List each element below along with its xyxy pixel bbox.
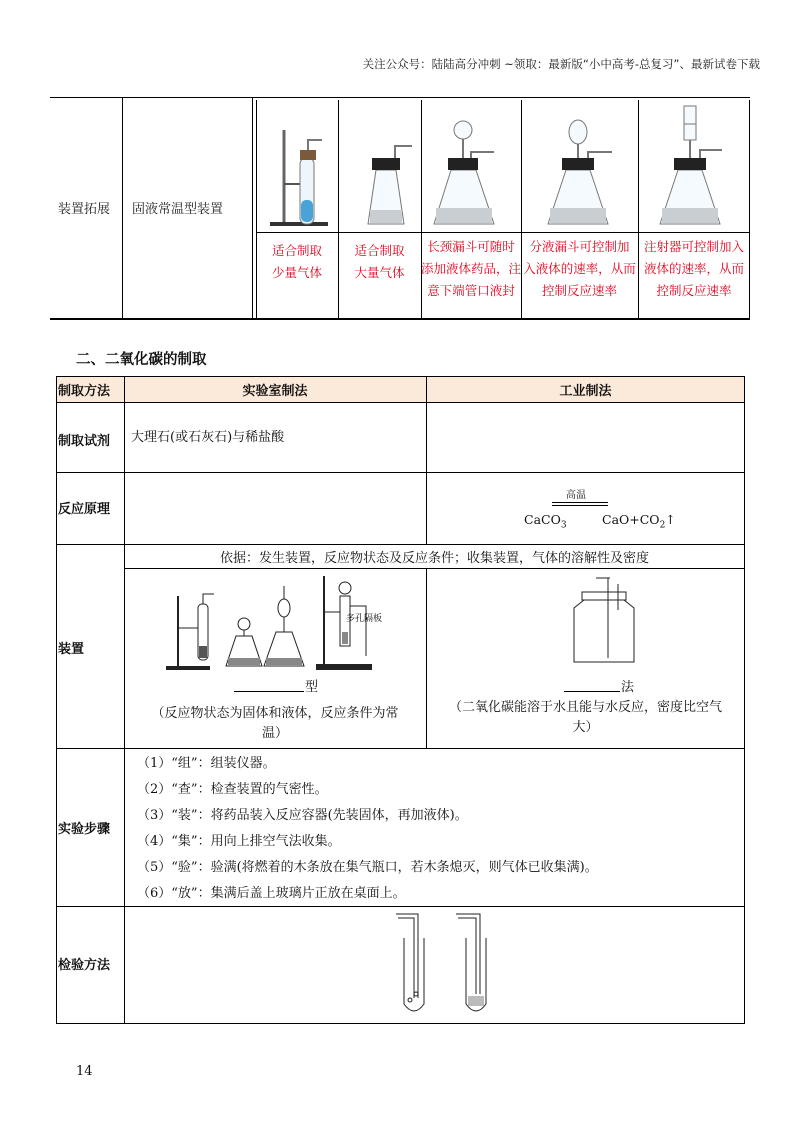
row-line-5 (56, 906, 745, 907)
product-subscript: 2 (659, 520, 666, 531)
step-1: （1）“组”：组装仪器。 (137, 756, 276, 771)
collect-note (426, 698, 745, 738)
note-2 (338, 240, 421, 284)
step-6: （6）“放”：集满后盖上玻璃片正放在桌面上。 (137, 886, 406, 901)
collection-bottle-figure (564, 574, 644, 666)
page-header: 关注公众号：陆陆高分冲刺 ~领取：最新版“小中高考-总复习”、最新试卷下载 (362, 57, 760, 71)
note-4-line-2: 入液体的速率，从而 (523, 261, 636, 276)
lab-note-line-1: （反应物状态为固体和液体，反应条件为常 (151, 706, 399, 721)
product-formula: CaO+CO (602, 512, 660, 527)
note-3-line-3: 意下端管口液封 (427, 283, 515, 298)
test-label: 检验方法 (58, 958, 111, 973)
test-tubes-figure (396, 910, 516, 1020)
apparatus-divider (256, 232, 750, 233)
note-2-line-2: 大量气体 (354, 265, 405, 280)
collect-note-line-1: （二氧化碳能溶于水且能与水反应，密度比空气 (448, 700, 722, 715)
collect-note-line-2: 大） (572, 720, 599, 735)
page-number: 14 (76, 1064, 93, 1079)
row-label: 装置拓展 (58, 202, 111, 217)
lab-note (124, 704, 426, 744)
step-3: （3）“装”：将药品装入反应容器(先装固体，再加液体)。 (137, 808, 468, 823)
note-5-line-3: 控制反应速率 (656, 283, 732, 298)
products (602, 512, 676, 531)
step-5: （5）“验”：验满(将燃着的木条放在集气瓶口，若木条熄灭，则气体已收集满)。 (137, 860, 598, 875)
apparatus-drawings (256, 100, 750, 230)
reaction-arrow-line (552, 502, 608, 503)
row-line-4 (56, 748, 745, 749)
porous-plate-label: 多孔隔板 (346, 614, 383, 624)
note-3-line-1: 长颈漏斗可随时 (427, 239, 515, 254)
reactant-formula: CaCO (524, 512, 561, 527)
note-2-line-1: 适合制取 (354, 243, 405, 258)
apparatus-label: 装置 (58, 642, 85, 657)
lab-apparatus-figure (166, 576, 386, 672)
note-3 (421, 236, 521, 302)
header-industry: 工业制法 (559, 384, 612, 399)
lab-blank-suffix: 型 (305, 680, 319, 695)
reactant-subscript: 3 (560, 520, 567, 531)
gas-arrow: ↑ (665, 512, 676, 527)
note-4-line-3: 控制反应速率 (541, 283, 617, 298)
col-divider-1 (124, 376, 125, 1024)
reaction-condition: 高温 (566, 490, 586, 501)
reactant (524, 512, 567, 531)
steps-label: 实验步骤 (58, 822, 111, 837)
step-2: （2）“查”：检查装置的气密性。 (137, 782, 328, 797)
note-1 (256, 240, 338, 284)
note-5-line-1: 注射器可控制加入 (643, 239, 744, 254)
collect-blank-line (564, 691, 620, 692)
flask-figure-1 (368, 146, 412, 224)
flask-figure-2 (434, 121, 494, 224)
flask-figure-3 (548, 120, 612, 224)
principle-label: 反应原理 (58, 502, 111, 517)
reaction-arrow-line-2 (552, 505, 608, 506)
co2-preparation-table (56, 376, 745, 1024)
test-tube-stand-figure (270, 130, 328, 226)
section-title: 二、二氧化碳的制取 (76, 352, 207, 368)
lab-note-line-2: 温） (261, 726, 288, 741)
row-line-2 (56, 472, 745, 473)
lab-blank-line (234, 691, 304, 692)
note-4-line-1: 分液漏斗可控制加 (529, 239, 630, 254)
reagents-label: 制取试剂 (58, 434, 111, 449)
note-1-line-2: 少量气体 (271, 265, 322, 280)
header-lab: 实验室制法 (242, 384, 308, 399)
apparatus-basis: 依据：发生装置，反应物状态及反应条件；收集装置，气体的溶解性及密度 (219, 551, 649, 566)
note-3-line-2: 添加液体药品，注 (421, 261, 522, 276)
step-4: （4）“集”：用向上排空气法收集。 (137, 834, 341, 849)
flask-figure-4 (660, 106, 722, 224)
row-line-basis (124, 568, 745, 569)
header-method: 制取方法 (58, 384, 111, 399)
collect-blank-suffix: 法 (621, 680, 635, 695)
row-line-3 (56, 544, 745, 545)
note-5 (638, 236, 750, 302)
row-line-1 (56, 402, 745, 403)
row-type: 固液常温型装置 (132, 202, 224, 217)
reagents-lab: 大理石(或石灰石)与稀盐酸 (131, 430, 285, 445)
note-1-line-1: 适合制取 (271, 243, 322, 258)
note-5-line-2: 液体的速率，从而 (643, 261, 744, 276)
note-4 (521, 236, 638, 302)
